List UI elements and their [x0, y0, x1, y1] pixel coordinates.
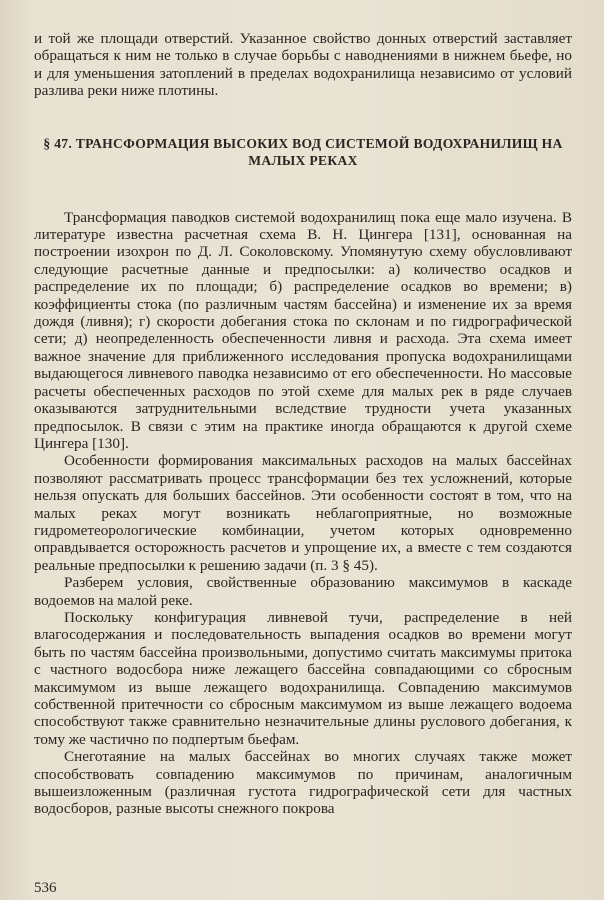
section-heading: § 47. ТРАНСФОРМАЦИЯ ВЫСОКИХ ВОД СИСТЕМОЙ ВОДОХРАНИЛИЩ НА МАЛЫХ РЕКАХ [43, 135, 563, 168]
intro-paragraph: и той же площади отверстий. Указанное свойство донных отверстий заставляет обращаться к ним не только в случае борьбы с наводнениями в нижнем бьефе, но и для уменьшения затоплений в пределах водохранилища независимо от условий разлива реки ниже плотины. [34, 30, 572, 100]
body-paragraph: Снеготаяние на малых бассейнах во многих случаях также может способствовать совпадению максимумов по причинам, аналогичным вышеизложенным (различная густота гидрографической сети для частных водосборов, разные высоты снежного покрова [34, 748, 572, 818]
page-number: 536 [34, 880, 57, 896]
body-paragraph: Трансформация паводков системой водохранилищ пока еще мало изучена. В литературе известна расчетная схема В. Н. Цингера [131], основанная на построении изохрон по Д. Л. Соколовскому. Упомянутую схему обусловливают следующие расчетные данные и предпосылки: а) количество осадков и распределение их по площади; б) распределение осадков во времени; в) коэффициенты стока (по различным частям бассейна) и изменение их за время дождя (ливня); г) скорости добегания стока по склонам и по гидрографической сети; д) неопределенность обеспеченности ливня и расхода. Эта схема имеет важное значение для приближенного исследования пропуска водохранилищами выдающегося ливневого паводка независимо от его обеспеченности. Но массовые расчеты обеспеченных расходов по этой схеме для малых рек в ряде случаев оказываются затруднительными вследствие трудности учета указанных предпосылок. В связи с этим на практике иногда обращаются к другой схеме Цингера [130]. [34, 208, 572, 452]
text-column [34, 30, 572, 818]
body-paragraph: Разберем условия, свойственные образованию максимумов в каскаде водоемов на малой реке. [34, 574, 572, 609]
body-paragraph: Особенности формирования максимальных расходов на малых бассейнах позволяют рассматривать процесс трансформации без тех усложнений, которые нельзя опускать для больших бассейнов. Эти особенности состоят в том, что на малых реках могут возникать неблагоприятные, но возможные гидрометеорологические комбинации, учетом которых одновременно оправдывается осторожность расчетов и упрощение их, а вместе с тем создаются реальные предпосылки к решению задачи (п. 3 § 45). [34, 452, 572, 574]
body-paragraph: Поскольку конфигурация ливневой тучи, распределение в ней влагосодержания и последовательность выпадения осадков во времени могут быть по частям бассейна произвольными, допустимо считать максимумы притока с частного водосбора ниже лежащего бассейна совпадающими со сбросным максимумом из выше лежащего водохранилища. Совпадению максимумов собственной притечности со сбросным максимумом из выше лежащего водоема способствуют также сравнительно незначительные длины руслового добегания, к тому же частично по подпертым бьефам. [34, 608, 572, 748]
